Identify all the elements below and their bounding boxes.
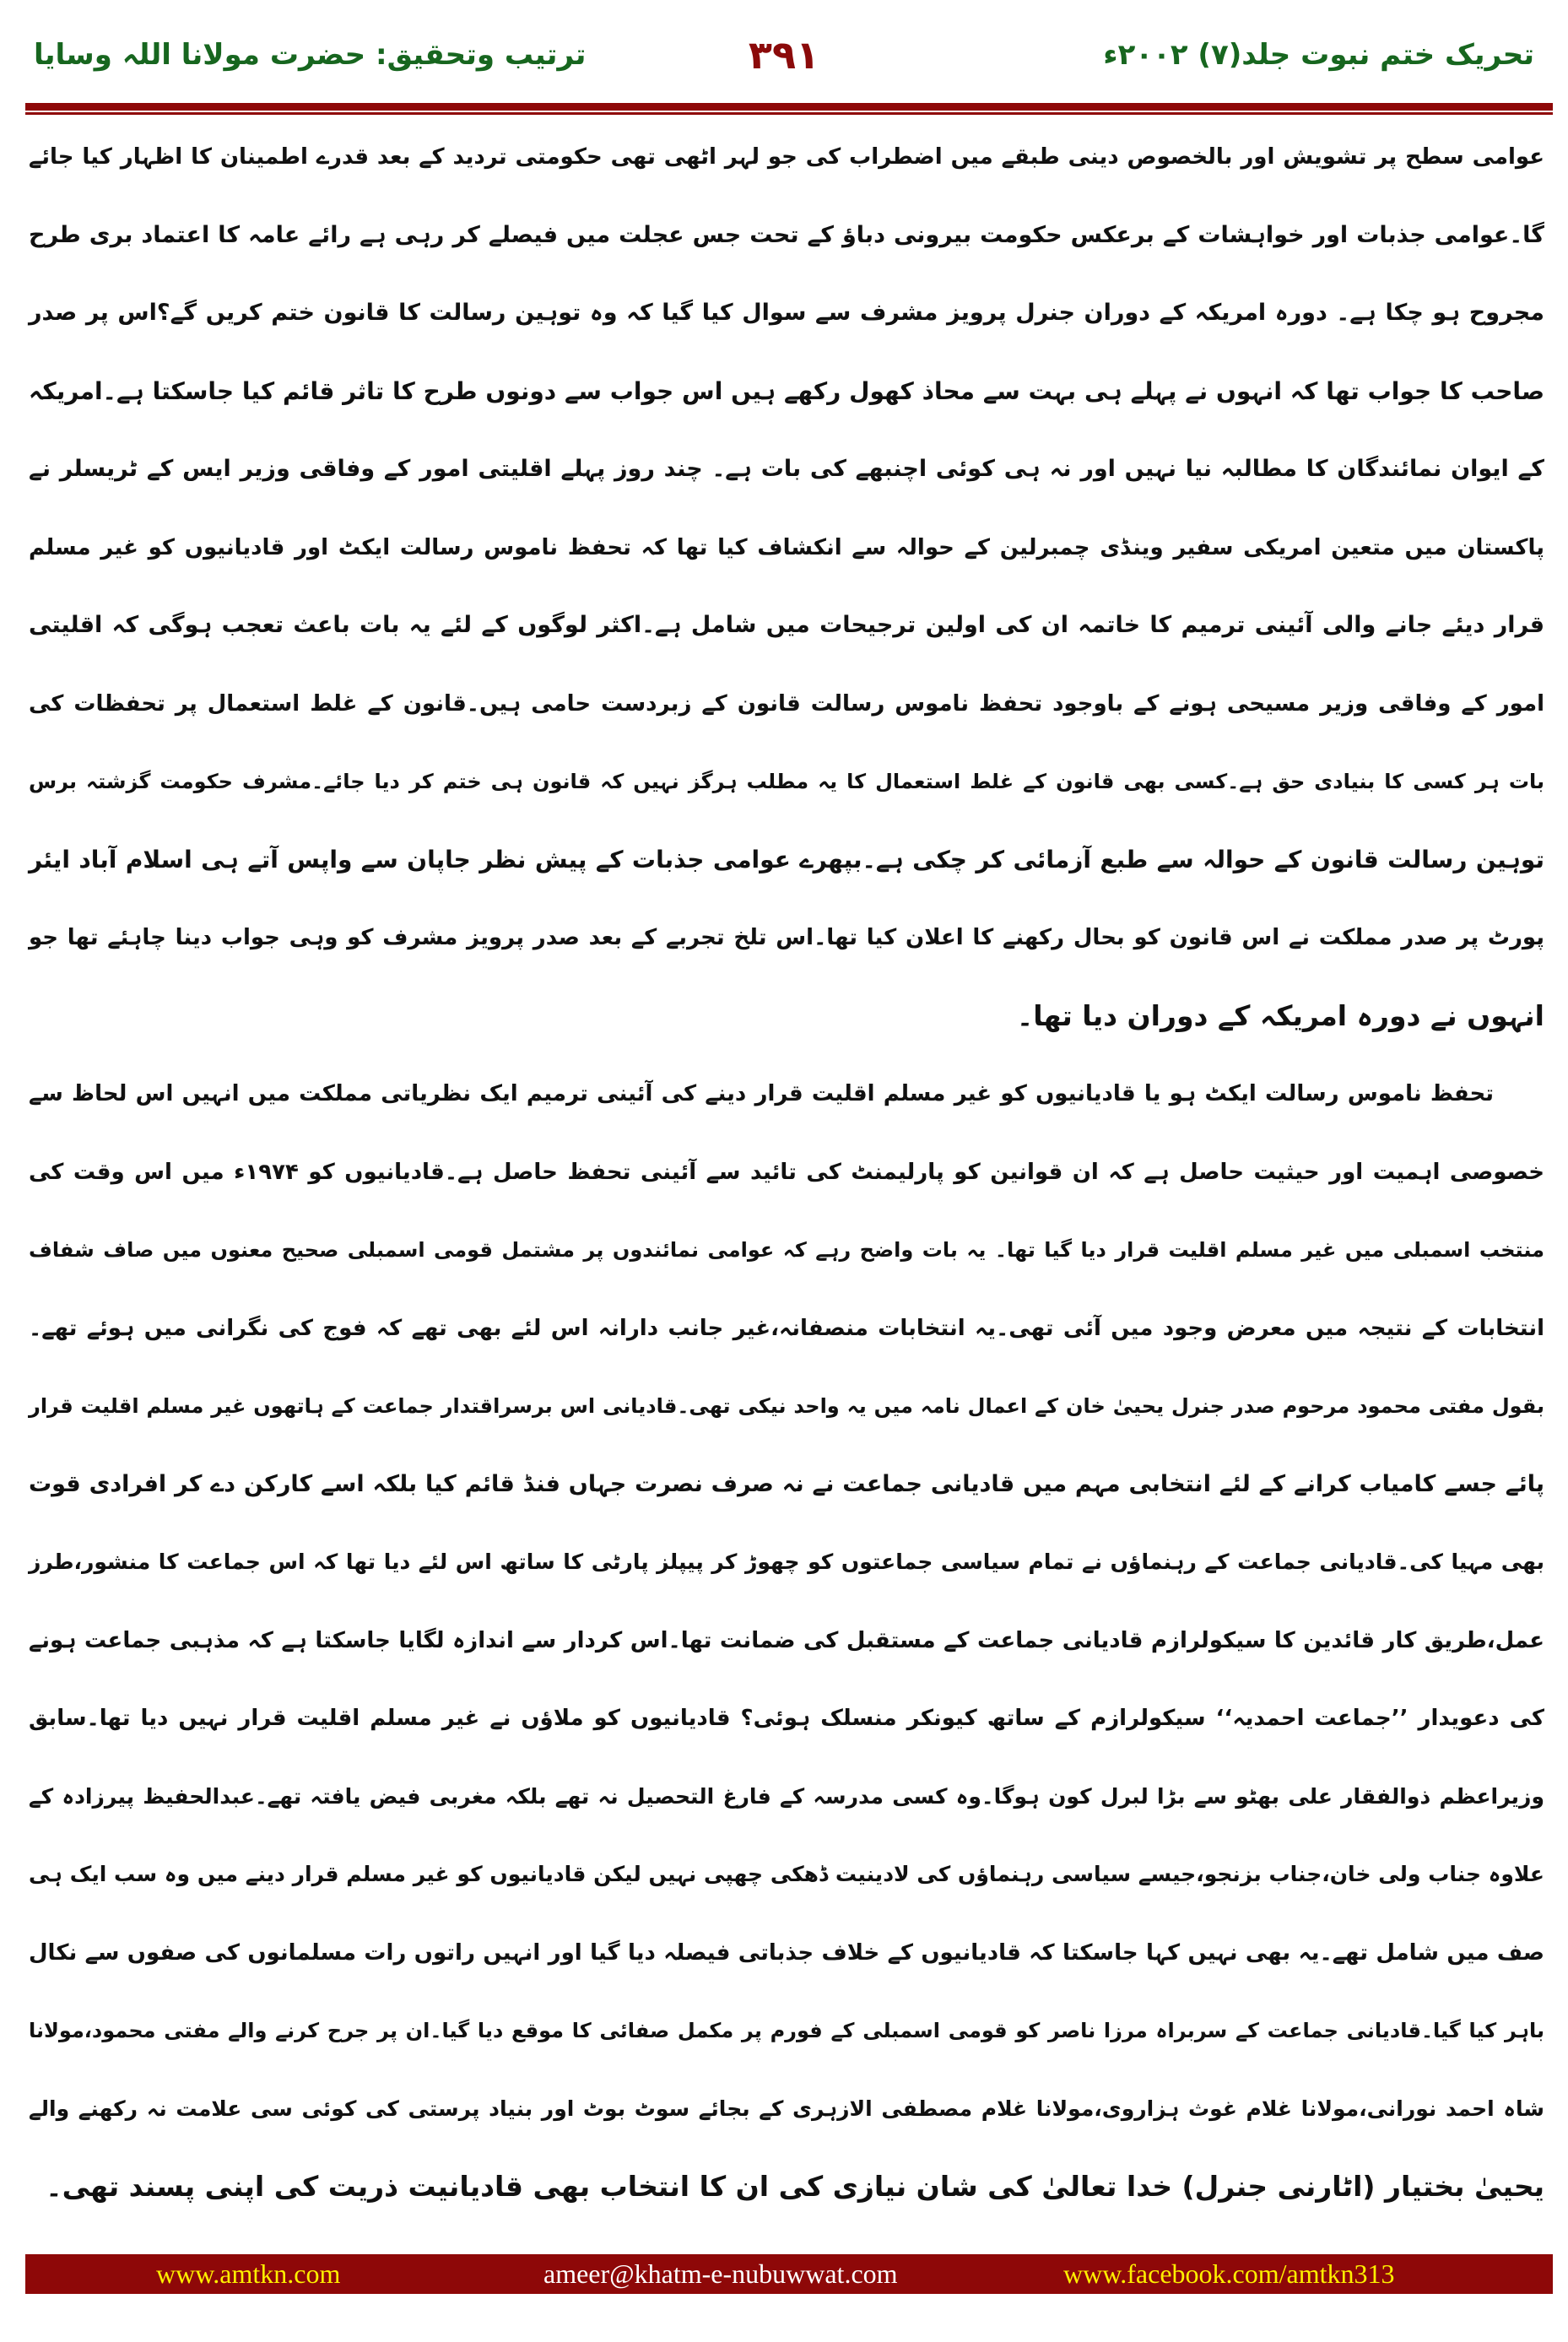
- facebook-link[interactable]: www.facebook.com/amtkn313: [1063, 2258, 1395, 2289]
- text-line: پورٹ پر صدر مملکت نے اس قانون کو بحال رکھنے کا اعلان کیا تھا۔اس تلخ تجربے کے بعد صدر پرویز مشرف کو وہی جواب دینا چاہئے تھا جو: [29, 925, 1544, 950]
- book-title: تحریک ختم نبوت جلد(۷) ۲۰۰۲ء: [1103, 38, 1534, 72]
- text-line: منتخب اسمبلی میں غیر مسلم اقلیت قرار دیا گیا تھا۔ یہ بات واضح رہے کہ عوامی نمائندوں پر مشتمل قومی اسمبلی صحیح معنوں میں صاف شفاف: [29, 1238, 1544, 1262]
- text-line: گا۔عوامی جذبات اور خواہشات کے برعکس حکومت بیرونی دباؤ کے تحت جس عجلت میں فیصلے کر رہی ہے رائے عامہ کا اعتماد بری طرح: [29, 221, 1544, 248]
- text-line: علاوہ جناب ولی خان،جناب بزنجو،جیسے سیاسی رہنماؤں کی لادینیت ڈھکی چھپی نہیں لیکن قادیانیوں کو غیر مسلم قرار دینے میں وہ سب ایک ہی: [29, 1862, 1544, 1886]
- text-line: تحفظ ناموس رسالت ایکٹ ہو یا قادیانیوں کو غیر مسلم اقلیت قرار دینے کی آئینی ترمیم ایک نظریاتی مملکت میں انہیں اس لحاظ سے: [29, 1081, 1494, 1106]
- text-line: باہر کیا گیا۔قادیانی جماعت کے سربراہ مرزا ناصر کو قومی اسمبلی کے فورم پر مکمل صفائی کا موقع دیا گیا۔ان پر جرح کرنے والے مفتی محمود،مولانا: [29, 2019, 1544, 2042]
- footer-bar: [25, 2254, 1553, 2294]
- text-line: کے ایوان نمائندگان کا مطالبہ نیا نہیں اور نہ ہی کوئی اچنبھے کی بات ہے۔ چند روز پہلے اقلیتی امور کے وفاقی وزیر ایس کے ٹریسلر نے: [29, 456, 1544, 482]
- text-line: صف میں شامل تھے۔یہ بھی نہیں کہا جاسکتا کہ قادیانیوں کے خلاف جذباتی فیصلہ دیا گیا اور انہیں راتوں رات مسلمانوں کی صفوں سے نکال: [29, 1939, 1544, 1966]
- text-line: مجروح ہو چکا ہے۔ دورہ امریکہ کے دوران جنرل پرویز مشرف سے سوال کیا گیا کہ وہ توہین رسالت کا قانون ختم کریں گے؟اس پر صدر: [29, 300, 1544, 326]
- text-line: امور کے وفاقی وزیر مسیحی ہونے کے باوجود تحفظ ناموس رسالت قانون کے زبردست حامی ہیں۔قانون کے غلط استعمال پر تحفظات کی: [29, 690, 1544, 717]
- text-line: بھی مہیا کی۔قادیانی جماعت کے رہنماؤں نے تمام سیاسی جماعتوں کو چھوڑ کر پیپلز پارٹی کا ساتھ اس لئے دیا تھا کہ اس جماعت کا منشور،طرز: [29, 1550, 1544, 1574]
- text-line: یحییٰ بختیار (اٹارنی جنرل) خدا تعالیٰ کی شان نیازی کی ان کا انتخاب بھی قادیانیت ذریت کی اپنی پسند تھی۔: [46, 2170, 1544, 2203]
- text-line: صاحب کا جواب تھا کہ انہوں نے پہلے ہی بہت سے محاذ کھول رکھے ہیں اس جواب سے دونوں طرح کا تاثر قائم کیا جاسکتا ہے۔امریکہ: [29, 376, 1544, 405]
- text-line: انتخابات کے نتیجہ میں معرض وجود میں آئی تھی۔یہ انتخابات منصفانہ،غیر جانب دارانہ اس لئے بھی تھے کہ فوج کی نگرانی میں ہوئے تھے۔: [29, 1315, 1544, 1341]
- page-number: ۳۹۱: [748, 32, 820, 78]
- text-line: انہوں نے دورہ امریکہ کے دوران دیا تھا۔: [1016, 998, 1544, 1032]
- text-line: پائے جسے کامیاب کرانے کے لئے انتخابی مہم میں قادیانی جماعت نے نہ صرف نصرت جہاں فنڈ قائم کیا بلکہ اسے کارکن دے کر افرادی قوت: [29, 1470, 1544, 1497]
- text-line: وزیراعظم ذوالفقار علی بھٹو سے بڑا لبرل کون ہوگا۔وہ کسی مدرسہ کے فارغ التحصیل نہ تھے بلکہ مغربی فیض یافتہ تھے۔عبدالحفیظ پیرزادہ کے: [29, 1783, 1544, 1809]
- text-line: بقول مفتی محمود مرحوم صدر جنرل یحییٰ خان کے اعمال نامہ میں یہ واحد نیکی تھی۔قادیانی اس برسراقتدار جماعت کے ہاتھوں غیر مسلم اقلیت قرار: [29, 1394, 1544, 1418]
- email-link[interactable]: ameer@khatm-e-nubuwwat.com: [543, 2258, 898, 2289]
- text-line: توہین رسالت قانون کے حوالہ سے طبع آزمائی کر چکی ہے۔بپھرے عوامی جذبات کے پیش نظر جاپان سے واپس آتے ہی اسلام آباد ایئر: [29, 845, 1544, 874]
- text-line: بات ہر کسی کا بنیادی حق ہے۔کسی بھی قانون کے غلط استعمال کا یہ مطلب ہرگز نہیں کہ قانون ہی ختم کر دیا جائے۔مشرف حکومت گزشتہ برس: [29, 770, 1544, 793]
- text-line: پاکستان میں متعین امریکی سفیر وینڈی چمبرلین کے حوالہ سے انکشاف کیا تھا کہ تحفظ ناموس رسالت ایکٹ اور قادیانیوں کو غیر مسلم: [29, 534, 1544, 560]
- text-line: قرار دیئے جانے والی آئینی ترمیم کا خاتمہ ان کی اولین ترجیحات میں شامل ہے۔اکثر لوگوں کے لئے یہ بات باعث تعجب ہوگی کہ اقلیتی: [29, 612, 1544, 638]
- article-body: [29, 118, 1544, 2226]
- text-line: عمل،طریق کار قائدین کا سیکولرازم قادیانی جماعت کے مستقبل کی ضمانت تھا۔اس کردار سے اندازہ لگایا جاسکتا ہے کہ مذہبی جماعت ہونے: [29, 1627, 1544, 1653]
- text-line: عوامی سطح پر تشویش اور بالخصوص دینی طبقے میں اضطراب کی جو لہر اٹھی تھی حکومتی تردید کے بعد قدرے اطمینان کا اظہار کیا جائے: [29, 144, 1544, 170]
- text-line: کی دعویدار ’’جماعت احمدیہ‘‘ سیکولرازم کے ساتھ کیونکر منسلک ہوئی؟ قادیانیوں کو ملاؤں نے غیر مسلم اقلیت قرار نہیں دیا تھا۔سابق: [29, 1706, 1544, 1731]
- header-rule-thin: [25, 112, 1553, 115]
- text-line: شاہ احمد نورانی،مولانا غلام غوث ہزاروی،مولانا غلام مصطفی الازہری کے بجائے سوٹ بوٹ اور بنیاد پرستی کی کوئی سی علامت نہ رکھنے والے: [29, 2096, 1544, 2121]
- website-link[interactable]: www.amtkn.com: [156, 2258, 341, 2289]
- compiler-credit: ترتیب وتحقیق: حضرت مولانا اللہ وسایا: [34, 38, 587, 72]
- header-rule-thick: [25, 103, 1553, 111]
- text-line: خصوصی اہمیت اور حیثیت حاصل ہے کہ ان قوانین کو پارلیمنٹ کی تائید سے آئینی تحفظ حاصل ہے۔قادیانیوں کو ۱۹۷۴ء میں اس وقت کی: [29, 1159, 1545, 1185]
